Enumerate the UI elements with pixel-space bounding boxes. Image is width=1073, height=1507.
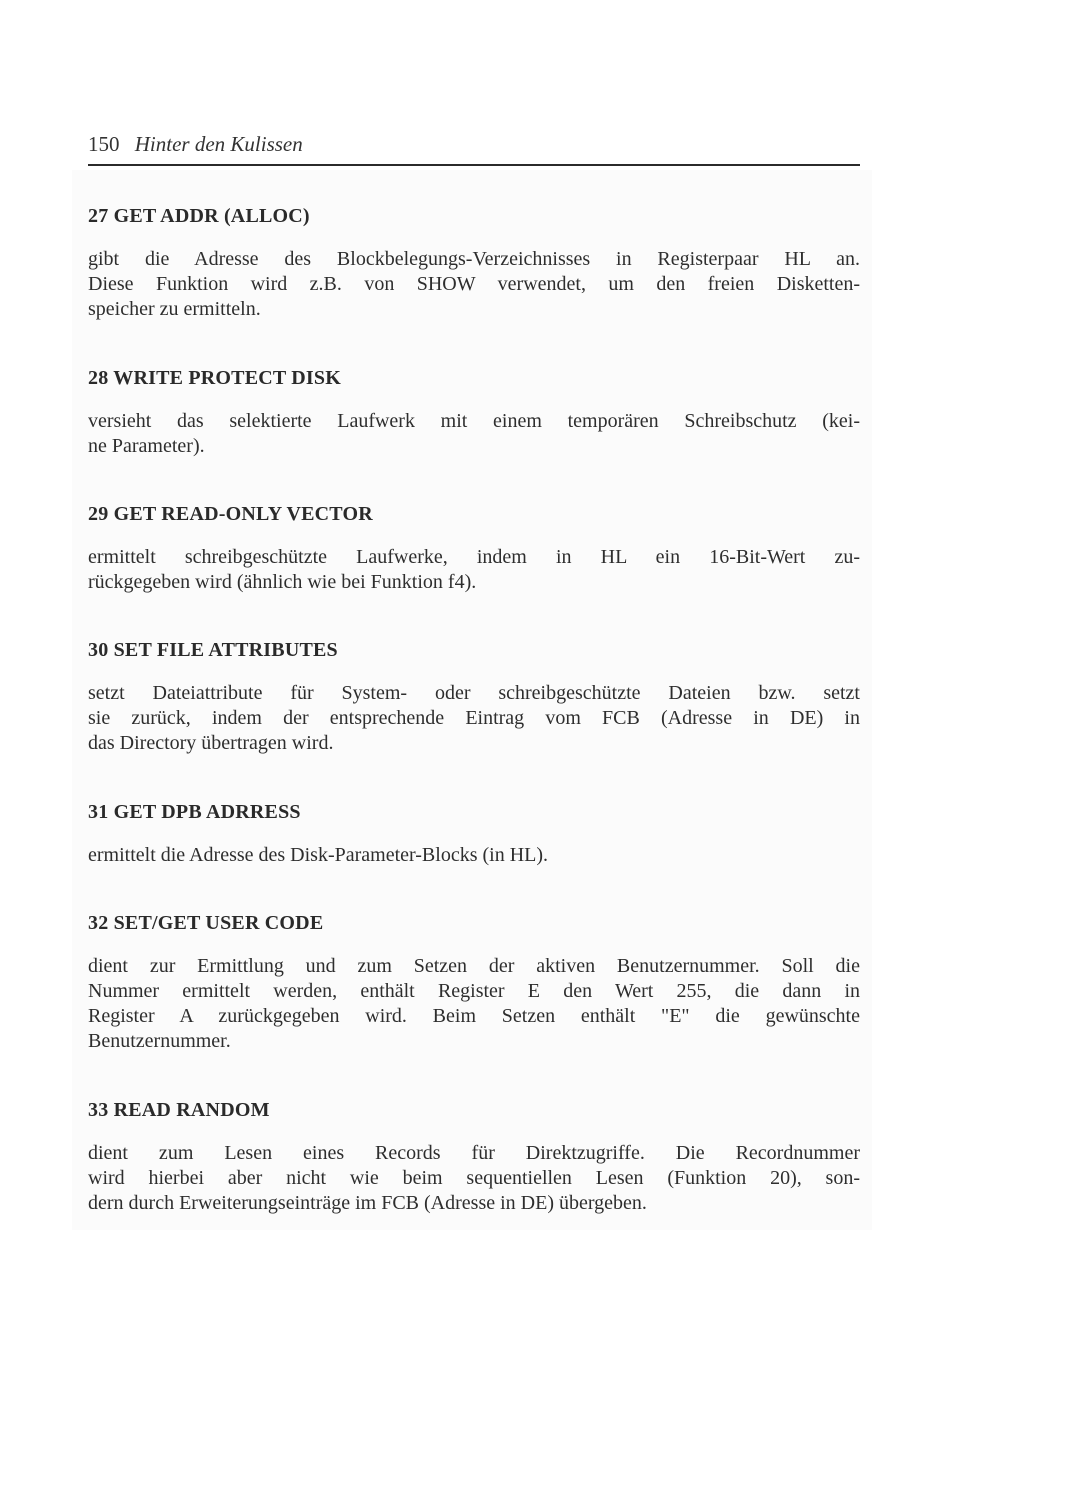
section-32-set-get-user-code xyxy=(88,910,860,1054)
section-heading: 30 SET FILE ATTRIBUTES xyxy=(88,639,338,661)
text-line: setzt Dateiattribute für System- oder schreibgeschützte Dateien bzw. setzt xyxy=(88,682,860,704)
section-33-read-random xyxy=(88,1097,860,1216)
text-line: speicher zu ermitteln. xyxy=(88,298,261,320)
text-line: Register A zurückgegeben wird. Beim Setzen enthält "E" die gewünschte xyxy=(88,1005,860,1027)
text-line: dern durch Erweiterungseinträge im FCB (Adresse in DE) übergeben. xyxy=(88,1192,647,1214)
section-body xyxy=(88,954,860,1054)
section-heading: 29 GET READ-ONLY VECTOR xyxy=(88,503,373,525)
section-body xyxy=(88,409,860,459)
section-body xyxy=(88,681,860,756)
section-heading: 32 SET/GET USER CODE xyxy=(88,912,324,934)
text-line: dient zum Lesen eines Records für Direktzugriffe. Die Recordnummer xyxy=(88,1142,860,1164)
text-line: Benutzernummer. xyxy=(88,1030,231,1052)
section-body xyxy=(88,545,860,595)
section-heading: 27 GET ADDR (ALLOC) xyxy=(88,205,310,227)
text-line: Diese Funktion wird z.B. von SHOW verwendet, um den freien Disketten- xyxy=(88,273,860,295)
text-line: gibt die Adresse des Blockbelegungs-Verzeichnisses in Registerpaar HL an. xyxy=(88,248,860,270)
text-line: das Directory übertragen wird. xyxy=(88,732,334,754)
section-body xyxy=(88,247,860,322)
text-line: dient zur Ermittlung und zum Setzen der aktiven Benutzernummer. Soll die xyxy=(88,955,860,977)
section-heading: 28 WRITE PROTECT DISK xyxy=(88,367,341,389)
text-line: Nummer ermittelt werden, enthält Register E den Wert 255, die dann in xyxy=(88,980,860,1002)
running-header xyxy=(88,130,860,158)
page-number: 150 xyxy=(88,132,120,156)
section-heading: 31 GET DPB ADRRESS xyxy=(88,801,301,823)
text-line: ermittelt die Adresse des Disk-Parameter-Blocks (in HL). xyxy=(88,844,549,866)
header-rule xyxy=(88,164,860,166)
running-title: Hinter den Kulissen xyxy=(134,132,303,156)
text-line: sie zurück, indem der entsprechende Eintrag vom FCB (Adresse in DE) in xyxy=(88,707,860,729)
text-line: versieht das selektierte Laufwerk mit einem temporären Schreibschutz (kei- xyxy=(88,410,860,432)
section-29-get-read-only-vector xyxy=(88,501,860,595)
section-30-set-file-attributes xyxy=(88,637,860,756)
text-line: wird hierbei aber nicht wie beim sequentiellen Lesen (Funktion 20), son- xyxy=(88,1167,860,1189)
text-line: rückgegeben wird (ähnlich wie bei Funktion f4). xyxy=(88,571,477,593)
section-27-get-addr-alloc xyxy=(88,203,860,322)
text-line: ermittelt schreibgeschützte Laufwerke, indem in HL ein 16-Bit-Wert zu- xyxy=(88,546,860,568)
section-heading: 33 READ RANDOM xyxy=(88,1099,270,1121)
section-31-get-dpb-address xyxy=(88,799,860,868)
section-body xyxy=(88,843,860,868)
section-body xyxy=(88,1141,860,1216)
text-line: ne Parameter). xyxy=(88,435,205,457)
section-28-write-protect-disk xyxy=(88,365,860,459)
